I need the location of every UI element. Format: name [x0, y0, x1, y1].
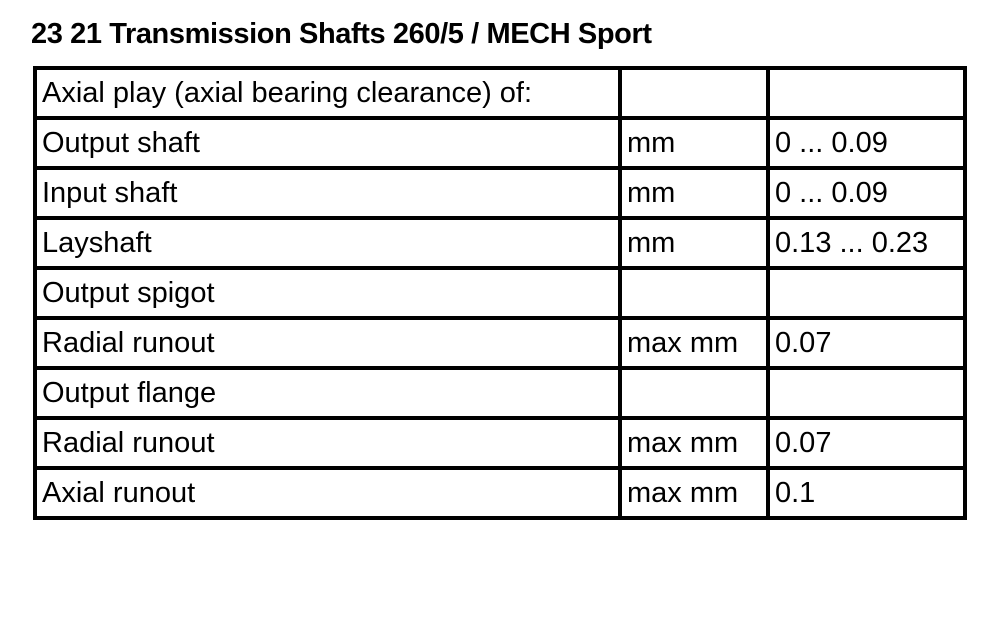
table-row: [35, 118, 965, 168]
value-cell: 0 ... 0.09: [768, 118, 965, 168]
parameter-cell: Axial runout: [35, 468, 620, 518]
unit-cell: mm: [620, 118, 768, 168]
unit-cell: [620, 368, 768, 418]
unit-cell: mm: [620, 168, 768, 218]
value-cell: 0.1: [768, 468, 965, 518]
parameter-cell: Input shaft: [35, 168, 620, 218]
table-row: [35, 68, 965, 118]
unit-cell: max mm: [620, 468, 768, 518]
unit-cell: mm: [620, 218, 768, 268]
parameter-cell: Axial play (axial bearing clearance) of:: [35, 68, 620, 118]
table-row: [35, 318, 965, 368]
table-row: [35, 268, 965, 318]
value-cell: 0.07: [768, 418, 965, 468]
document-title: 23 21 Transmission Shafts 260/5 / MECH Sport: [31, 18, 652, 50]
value-cell: [768, 68, 965, 118]
value-cell: [768, 368, 965, 418]
table-row: [35, 368, 965, 418]
unit-cell: [620, 268, 768, 318]
unit-cell: max mm: [620, 318, 768, 368]
table-row: [35, 218, 965, 268]
table-row: [35, 418, 965, 468]
parameter-cell: Output shaft: [35, 118, 620, 168]
unit-cell: [620, 68, 768, 118]
unit-cell: max mm: [620, 418, 768, 468]
specification-table: [33, 66, 967, 520]
table-row: [35, 468, 965, 518]
value-cell: 0.07: [768, 318, 965, 368]
value-cell: 0 ... 0.09: [768, 168, 965, 218]
parameter-cell: Radial runout: [35, 318, 620, 368]
parameter-cell: Output flange: [35, 368, 620, 418]
value-cell: 0.13 ... 0.23: [768, 218, 965, 268]
parameter-cell: Layshaft: [35, 218, 620, 268]
table-row: [35, 168, 965, 218]
value-cell: [768, 268, 965, 318]
parameter-cell: Output spigot: [35, 268, 620, 318]
parameter-cell: Radial runout: [35, 418, 620, 468]
